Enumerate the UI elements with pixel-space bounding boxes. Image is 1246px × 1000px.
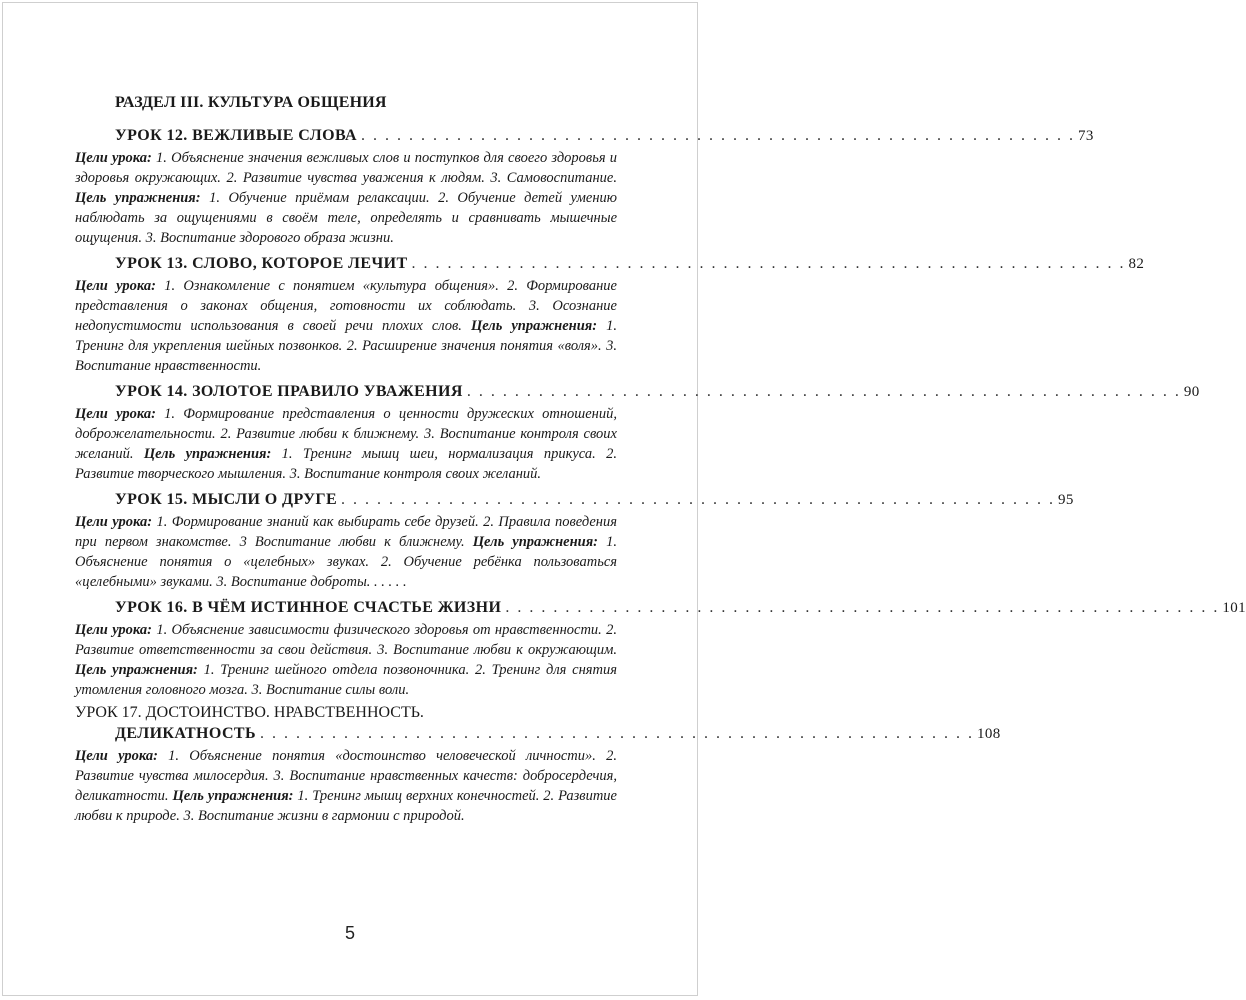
exercise-label: Цель упражнения: — [75, 662, 198, 678]
dot-leader: . . . . . . . . . . . . . . . . . . . . . . . . . . . . . . . . . . . . . . . . . . . . . . . . . . . . . . . . . . . . — [361, 127, 1075, 144]
toc-entry-lesson-16 — [75, 596, 1246, 700]
exercise-text: 1. Объяснение понятия о «целебных» звуках. 2. Обучение ребёнка пользоваться «целебными» звуками. 3. Воспитание доброты. . . . . . — [75, 534, 617, 590]
exercise-label: Цель упражнения: — [143, 446, 272, 462]
lesson-description — [75, 404, 617, 484]
dot-leader: . . . . . . . . . . . . . . . . . . . . . . . . . . . . . . . . . . . . . . . . . . . . . . . . . . . . . . . . . . . . — [505, 599, 1220, 616]
toc-content — [75, 91, 1246, 830]
goals-text: 1. Объяснение понятия «достоинство человеческой личности». 2. Развитие чувства милосердия. 3. Воспитание нравственных качеств: добросердечия, деликатности. — [75, 748, 618, 804]
goals-label: Цели урока: — [75, 748, 158, 764]
dot-leader: . . . . . . . . . . . . . . . . . . . . . . . . . . . . . . . . . . . . . . . . . . . . . . . . . . . . . . . . . . . . — [341, 491, 1056, 508]
goals-text: 1. Ознакомление с понятием «культура общения». 2. Формирование представления о законах общения, готовности их соблюдать. 3. Осознание недопустимости использования в своей речи плохих слов. — [75, 278, 617, 334]
goals-label: Цели урока: — [75, 150, 152, 166]
page-number: 108 — [976, 726, 1001, 742]
exercise-label: Цель упражнения: — [470, 318, 598, 334]
lesson-title: УРОК 15. МЫСЛИ О ДРУГЕ — [115, 491, 338, 508]
exercise-text: 1. Тренинг мышц верхних конечностей. 2. Развитие любви к природе. 3. Воспитание жизни в гармонии с природой. — [75, 788, 617, 824]
goals-label: Цели урока: — [75, 622, 152, 638]
lesson-title: УРОК 16. В ЧЁМ ИСТИННОЕ СЧАСТЬЕ ЖИЗНИ — [115, 599, 502, 616]
lesson-title: УРОК 12. ВЕЖЛИВЫЕ СЛОВА — [115, 127, 357, 144]
exercise-text: 1. Тренинг шейного отдела позвоночника. 2. Тренинг для снятия утомления головного мозга. 3. Воспитание силы воли. — [75, 662, 617, 698]
lesson-title-row — [115, 488, 1074, 512]
book-page — [2, 2, 1246, 996]
lesson-title-row — [115, 252, 1145, 276]
lesson-title-row — [115, 124, 1094, 148]
lesson-title-row — [115, 380, 1200, 404]
lesson-description — [75, 620, 617, 700]
lesson-title: УРОК 13. СЛОВО, КОТОРОЕ ЛЕЧИТ — [115, 255, 408, 272]
goals-label: Цели урока: — [75, 406, 156, 422]
toc-entry-lesson-17 — [75, 704, 1001, 826]
goals-text: 1. Формирование знаний как выбирать себе друзей. 2. Правила поведения при первом знакомстве. 3 Воспитание любви к ближнему. — [75, 514, 617, 550]
dot-leader: . . . . . . . . . . . . . . . . . . . . . . . . . . . . . . . . . . . . . . . . . . . . . . . . . . . . . . . . . . . . — [259, 725, 974, 742]
page-number: 90 — [1183, 384, 1200, 400]
exercise-text: 1. Тренинг для укрепления шейных позвонков. 2. Расширение значения понятия «воля». 3. Воспитание нравственности. — [75, 318, 617, 374]
exercise-label: Цель упражнения: — [75, 190, 201, 206]
lesson-title-line2: ДЕЛИКАТНОСТЬ — [115, 725, 256, 742]
page-number: 73 — [1078, 128, 1094, 144]
goals-label: Цели урока: — [75, 278, 156, 294]
lesson-description — [75, 148, 617, 248]
lesson-description — [75, 276, 617, 376]
dot-leader: . . . . . . . . . . . . . . . . . . . . . . . . . . . . . . . . . . . . . . . . . . . . . . . . . . . . . . . . . . . . — [466, 383, 1181, 400]
goals-label: Цели урока: — [75, 514, 153, 530]
lesson-title-row — [115, 596, 1246, 620]
toc-entry-lesson-12 — [75, 124, 1094, 248]
page-number-footer: 5 — [344, 923, 355, 943]
exercise-text: 1. Тренинг мышц шеи, нормализация прикуса. 2. Развитие творческого мышления. 3. Воспитание контроля своих желаний. — [75, 446, 617, 482]
toc-entry-lesson-13 — [75, 252, 1145, 376]
goals-text: 1. Объяснение зависимости физического здоровья от нравственности. 2. Развитие ответственности за свои действия. 3. Воспитание любви к окружающим. — [75, 622, 617, 658]
section-title: РАЗДЕЛ III. КУЛЬТУРА ОБЩЕНИЯ — [115, 94, 387, 111]
goals-text: 1. Формирование представления о ценности дружеских отношений, доброжелательности. 2. Развитие любви к ближнему. 3. Воспитание контроля своих желаний. — [75, 406, 617, 462]
lesson-title: УРОК 14. ЗОЛОТОЕ ПРАВИЛО УВАЖЕНИЯ — [115, 383, 463, 400]
lesson-description — [75, 746, 617, 826]
toc-entry-lesson-15 — [75, 488, 1074, 592]
lesson-description — [75, 512, 617, 592]
lesson-title-row — [115, 722, 1001, 746]
exercise-label: Цель упражнения: — [472, 534, 599, 550]
page-number: 82 — [1128, 256, 1145, 272]
exercise-label: Цель упражнения: — [172, 788, 294, 804]
page-number: 101 — [1222, 600, 1246, 616]
lesson-title-line1: УРОК 17. ДОСТОИНСТВО. НРАВСТВЕННОСТЬ. — [75, 704, 424, 721]
page-number: 95 — [1058, 492, 1074, 508]
exercise-text: 1. Обучение приёмам релаксации. 2. Обучение детей умению наблюдать за ощущениями в своём теле, определять и сравнивать мышечные ощущения. 3. Воспитание здорового образа жизни. — [75, 190, 617, 246]
toc-entry-lesson-14 — [75, 380, 1200, 484]
goals-text: 1. Объяснение значения вежливых слов и поступков для своего здоровья и здоровья окружающих. 2. Развитие чувства уважения к людям. 3. Самовоспитание. — [75, 150, 617, 186]
dot-leader: . . . . . . . . . . . . . . . . . . . . . . . . . . . . . . . . . . . . . . . . . . . . . . . . . . . . . . . . . . . . — [411, 255, 1126, 272]
